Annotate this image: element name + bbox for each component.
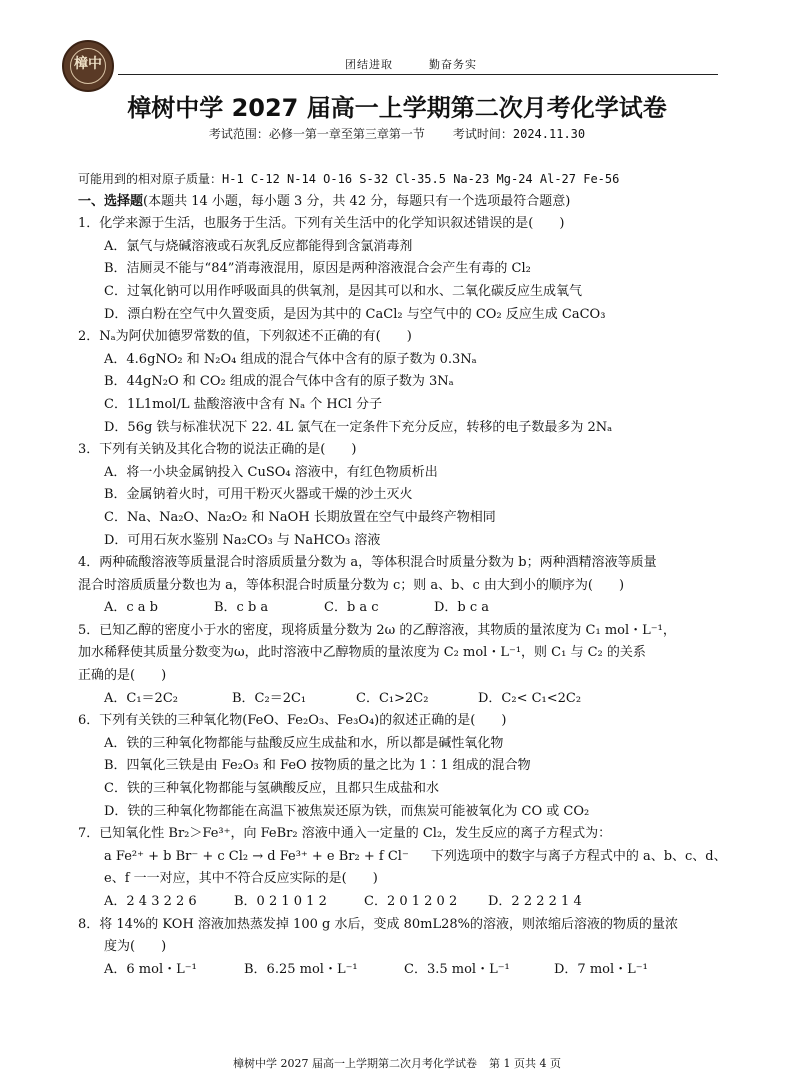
motto-left: 团结进取 [345, 58, 393, 71]
question-stem-cont: 正确的是( ) [78, 668, 167, 684]
question-stem: 5．已知乙醇的密度小于水的密度，现将质量分数为 2ω 的乙醇溶液，其物质的量浓度为 C₁ mol・L⁻¹， [78, 622, 676, 638]
question-stem: 7．已知氧化性 Br₂＞Fe³⁺，向 FeBr₂ 溶液中通入一定量的 Cl₂，发生反应的离子方程式为： [78, 826, 612, 842]
option-a: A．铁的三种氧化物都能与盐酸反应生成盐和水，所以都是碱性氧化物 [104, 735, 504, 751]
options-row [78, 959, 730, 982]
question-stem: 3．下列有关钠及其化合物的说法正确的是( ) [78, 442, 357, 458]
option-d: D．漂白粉在空气中久置变质，是因为其中的 CaCl₂ 与空气中的 CO₂ 反应生成 CaCO₃ [104, 306, 606, 322]
option-d: D．7 mol・L⁻¹ [554, 961, 648, 977]
exam-scope: 考试范围：必修一第一章至第三章第一节 [208, 127, 425, 141]
option-a: A．氯气与烧碱溶液或石灰乳反应都能得到含氯消毒剂 [104, 238, 413, 254]
school-logo [62, 40, 114, 92]
logo-text: 樟中 [74, 56, 102, 72]
page-footer [0, 1055, 794, 1071]
question-stem: 2．Nₐ为阿伏加德罗常数的值，下列叙述不正确的有( ) [78, 329, 412, 345]
exam-content [78, 168, 730, 981]
question-5 [78, 620, 730, 710]
option-a: A．C₁＝2C₂ [104, 690, 178, 706]
section-heading [78, 191, 730, 214]
ionic-equation-line [78, 846, 730, 869]
option-d: D．可用石灰水鉴别 Na₂CO₃ 与 NaHCO₃ 溶液 [104, 532, 381, 548]
question-1 [78, 213, 730, 326]
question-stem-cont: 加水稀释使其质量分数变为ω，此时溶液中乙醇物质的量浓度为 C₂ mol・L⁻¹，则 C₁ 与 C₂ 的关系 [78, 645, 646, 661]
option-c: C．C₁>2C₂ [356, 690, 429, 706]
option-a: A．c a b [104, 600, 159, 616]
option-a: A．6 mol・L⁻¹ [104, 961, 197, 977]
option-d: D．C₂< C₁<2C₂ [478, 690, 582, 706]
option-c: C．2 0 1 2 0 2 [364, 894, 458, 909]
question-2 [78, 326, 730, 439]
question-3 [78, 439, 730, 552]
options-row [78, 597, 730, 620]
exam-info [0, 125, 794, 142]
option-c: C．b a c [324, 600, 379, 616]
option-b: B．洁厕灵不能与“84”消毒液混用，原因是两种溶液混合会产生有毒的 Cl₂ [104, 261, 531, 277]
ionic-equation: a Fe²⁺ + b Br⁻ + c Cl₂ → d Fe³⁺ + e Br₂ + f Cl⁻ [104, 848, 409, 864]
option-d: D．56g 铁与标准状况下 22. 4L 氯气在一定条件下充分反应，转移的电子数最多为 2Nₐ [104, 419, 613, 435]
option-c: C．3.5 mol・L⁻¹ [404, 961, 510, 977]
option-b: B．金属钠着火时，可用干粉灭火器或干燥的沙土灭火 [104, 487, 413, 503]
option-c: C．Na、Na₂O、Na₂O₂ 和 NaOH 长期放置在空气中最终产物相同 [104, 509, 496, 525]
option-b: B．c b a [214, 600, 269, 616]
section-title: 一、选择题 [78, 193, 144, 209]
question-stem-cont: 混合时溶质质量分数也为 a，等体积混合时质量分数为 c；则 a、b、c 由大到小的顺序为( ) [78, 577, 625, 593]
option-b: B．0 2 1 0 1 2 [234, 894, 327, 909]
option-a: A．2 4 3 2 2 6 [104, 894, 197, 909]
section-note: (本题共 14 小题，每小题 3 分，共 42 分，每题只有一个选项最符合题意) [143, 193, 571, 209]
options-row [78, 688, 730, 711]
question-stem: 1．化学来源于生活，也服务于生活。下列有关生活中的化学知识叙述错误的是( ) [78, 216, 565, 232]
question-stem: 4．两种硫酸溶液等质量混合时溶质质量分数为 a，等体积混合时质量分数为 b；两种酒精溶液等质量 [78, 555, 657, 571]
option-a: A．将一小块金属钠投入 CuSO₄ 溶液中，有红色物质析出 [104, 464, 438, 480]
option-b: B．C₂＝2C₁ [232, 690, 307, 706]
option-d: D．2 2 2 2 1 4 [488, 894, 582, 909]
option-c: C．过氧化钠可以用作呼吸面具的供氧剂，是因其可以和水、二氧化碳反应生成氧气 [104, 283, 582, 299]
question-stem-cont: e、f 一一对应，其中不符合反应实际的是( ) [104, 871, 378, 887]
question-8 [78, 914, 730, 982]
option-b: B．四氧化三铁是由 Fe₂O₃ 和 FeO 按物质的量之比为 1∶1 组成的混合物 [104, 758, 531, 774]
exam-time: 考试时间：2024.11.30 [452, 127, 586, 141]
motto-right: 勤奋务实 [429, 58, 477, 71]
question-4 [78, 552, 730, 620]
option-a: A．4.6gNO₂ 和 N₂O₄ 组成的混合气体中含有的原子数为 0.3Nₐ [104, 351, 477, 367]
options-row [78, 891, 730, 914]
option-c: C．1L1mol/L 盐酸溶液中含有 Nₐ 个 HCl 分子 [104, 396, 382, 412]
page-number: 第 1 页共 4 页 [489, 1057, 561, 1070]
option-d: D．b c a [434, 600, 490, 616]
question-stem: 6．下列有关铁的三种氧化物(FeO、Fe₂O₃、Fe₃O₄)的叙述正确的是( ) [78, 713, 507, 729]
question-stem-cont: 下列选项中的数字与离子方程式中的 a、b、c、d、 [430, 848, 727, 864]
question-stem: 8．将 14%的 KOH 溶液加热蒸发掉 100 g 水后，变成 80mL28%的溶液，则浓缩后溶液的物质的量浓 [78, 916, 678, 932]
question-stem-cont: 度为( ) [104, 939, 167, 955]
atomic-masses: 可能用到的相对原子质量：H-1 C-12 N-14 O-16 S-32 Cl-35.5 Na-23 Mg-24 Al-27 Fe-56 [78, 172, 620, 186]
school-motto [345, 56, 513, 72]
question-7 [78, 823, 730, 913]
question-6 [78, 710, 730, 823]
option-d: D．铁的三种氧化物都能在高温下被焦炭还原为铁，而焦炭可能被氧化为 CO 或 CO₂ [104, 803, 590, 819]
header-rule [118, 74, 718, 75]
option-b: B．44gN₂O 和 CO₂ 组成的混合气体中含有的原子数为 3Nₐ [104, 374, 454, 390]
footer-title: 樟树中学 2027 届高一上学期第二次月考化学试卷 [233, 1057, 477, 1070]
option-b: B．6.25 mol・L⁻¹ [244, 961, 358, 977]
page-title: 樟树中学 2027 届高一上学期第二次月考化学试卷 [127, 94, 667, 122]
option-c: C．铁的三种氧化物都能与氢碘酸反应，且都只生成盐和水 [104, 781, 439, 797]
